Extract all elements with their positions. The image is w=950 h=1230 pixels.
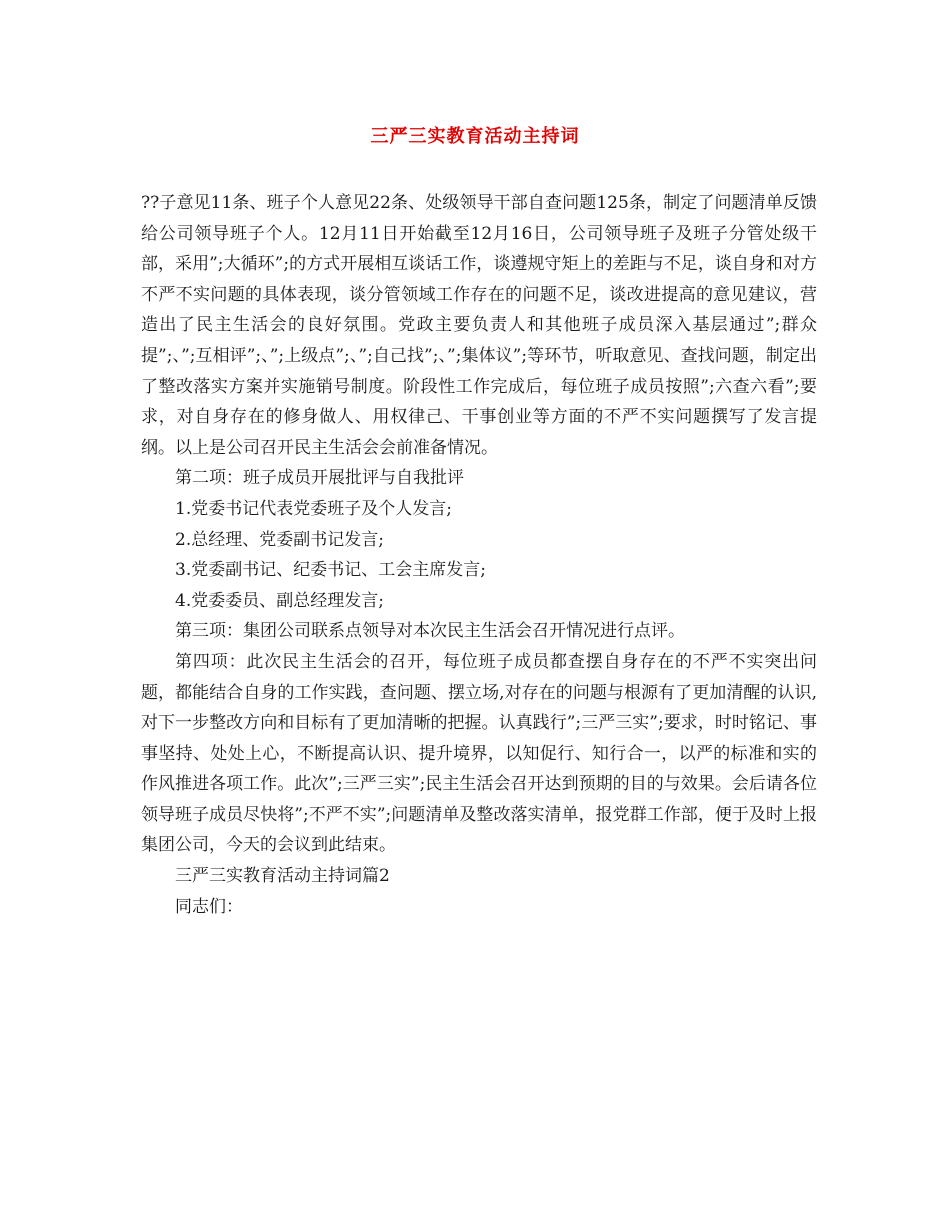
document-body — [141, 188, 817, 922]
paragraph-preparation: ??子意见11条、班子个人意见22条、处级领导干部自查问题125条，制定了问题清单反馈给公司领导班子个人。12月11日开始截至12月16日，公司领导班子及班子分管处级干部，采用”;大循环”;的方式开展相互谈话工作，谈遵规守矩上的差距与不足，谈自身和对方不严不实问题的具体表现，谈分管领域工作存在的问题不足，谈改进提高的意见建议，营造出了民主生活会的良好氛围。党政主要负责人和其他班子成员深入基层通过”;群众提”;、”;互相评”;、”;上级点”;、”;自己找”;、”;集体议”;等环节，听取意见、查找问题，制定出了整改落实方案并实施销号制度。阶段性工作完成后，每位班子成员按照”;六查六看”;要求，对自身存在的修身做人、用权律己、干事创业等方面的不严不实问题撰写了发言提纲。以上是公司召开民主生活会会前准备情况。 — [141, 193, 817, 458]
document-title: 三严三实教育活动主持词 — [370, 126, 580, 147]
paragraph-salutation: 同志们： — [175, 896, 243, 917]
paragraph-list-item-2: 2.总经理、党委副书记发言; — [175, 529, 384, 550]
paragraph-section-heading-2: 三严三实教育活动主持词篇2 — [175, 866, 390, 887]
paragraph-list-item-4: 4.党委委员、副总经理发言; — [175, 590, 384, 611]
paragraph-item-four: 第四项：此次民主生活会的召开，每位班子成员都查摆自身存在的不严不实突出问题，都能结合自身的工作实践，查问题、摆立场,对存在的问题与根源有了更加清醒的认识,对下一步整改方向和目标有了更加清晰的把握。认真践行”;三严三实”;要求，时时铭记、事事坚持、处处上心，不断提高认识、提升境界，以知促行、知行合一，以严的标准和实的作风推进各项工作。此次”;三严三实”;民主生活会召开达到预期的目的与效果。会后请各位领导班子成员尽快将”;不严不实”;问题清单及整改落实清单，报党群工作部，便于及时上报集团公司，今天的会议到此结束。 — [141, 651, 817, 856]
paragraph-item-three: 第三项：集团公司联系点领导对本次民主生活会召开情况进行点评。 — [175, 621, 685, 642]
paragraph-list-item-1: 1.党委书记代表党委班子及个人发言; — [175, 498, 452, 519]
paragraph-list-item-3: 3.党委副书记、纪委书记、工会主席发言; — [175, 560, 486, 581]
paragraph-item-two-heading: 第二项：班子成员开展批评与自我批评 — [175, 468, 464, 489]
